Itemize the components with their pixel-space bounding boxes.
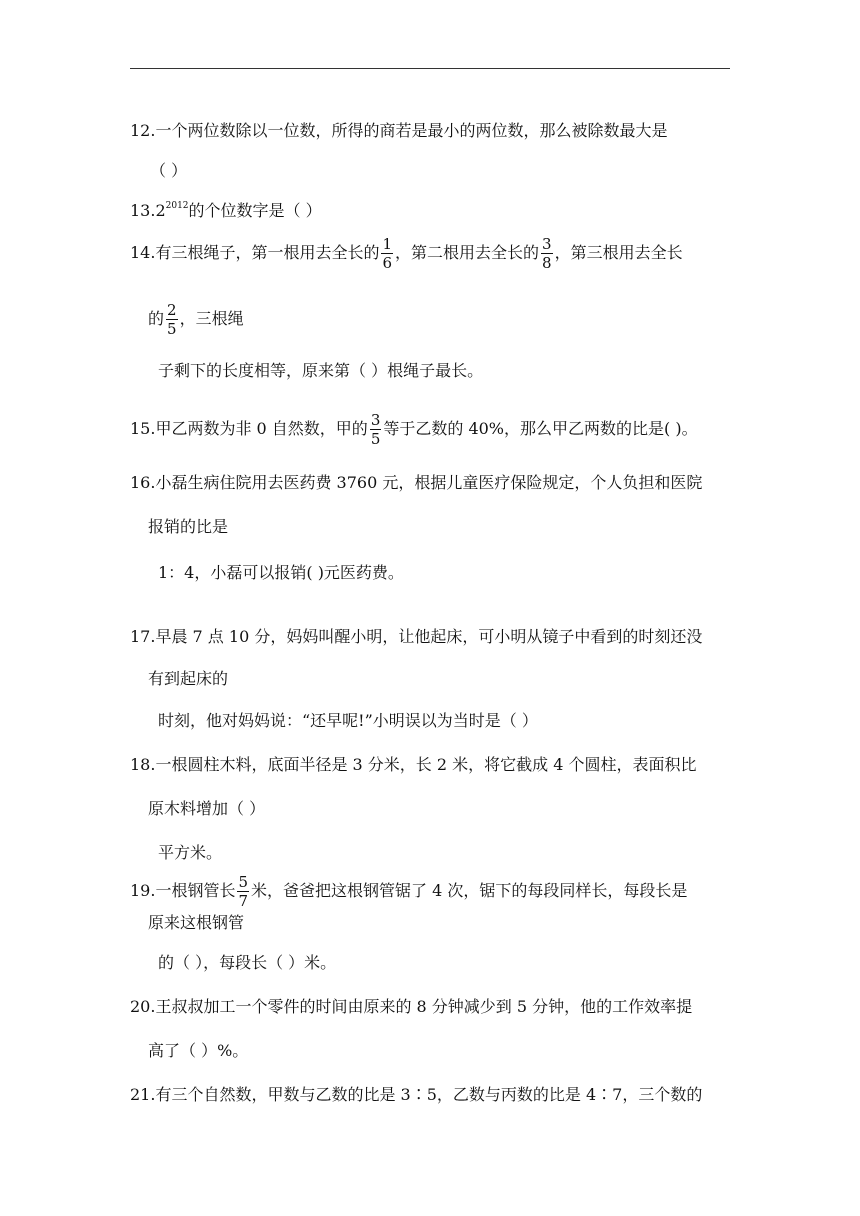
- q14-seg3: ，第三根用去全长: [554, 243, 683, 262]
- q13-base: 13.2: [130, 201, 166, 220]
- fraction-denominator: 5: [167, 320, 177, 338]
- q14-seg5: ，三根绳: [179, 309, 244, 328]
- q15-seg1: 15.甲乙两数为非 0 自然数，甲的: [130, 419, 368, 438]
- q14-line2: [148, 302, 244, 337]
- q18-line2: 原木料增加（ ）: [148, 799, 266, 818]
- fraction-denominator: 5: [370, 430, 381, 448]
- fraction-denominator: 6: [382, 254, 392, 272]
- q19-line1: [130, 874, 687, 909]
- q13-line: [130, 200, 322, 222]
- header-rule: [130, 68, 730, 69]
- q15-seg2: 等于乙数的 40%，那么甲乙两数的比是( )。: [383, 419, 698, 438]
- q16-line1: 16.小磊生病住院用去医药费 3760 元，根据儿童医疗保险规定，个人负担和医院: [130, 473, 703, 492]
- q13-exponent: 2012: [165, 201, 189, 211]
- fraction-1-6: [381, 236, 393, 271]
- fraction-numerator: 3: [542, 235, 552, 253]
- q19-line3: 的（ ），每段长（ ）米。: [158, 953, 337, 972]
- q19-seg1: 19.一根钢管长: [130, 881, 236, 900]
- q14-line3: 子剩下的长度相等，原来第（ ）根绳子最长。: [158, 361, 484, 380]
- q18-line1: 18.一根圆柱木料，底面半径是 3 分米，长 2 米，将它截成 4 个圆柱，表面积比: [130, 755, 697, 774]
- fraction-numerator: 3: [370, 411, 381, 429]
- q14-seg1: 14.有三根绳子，第一根用去全长的: [130, 243, 380, 262]
- q18-line3: 平方米。: [158, 843, 223, 862]
- fraction-numerator: 2: [167, 301, 177, 319]
- q14-seg4: 的: [148, 309, 165, 328]
- fraction-denominator: 8: [542, 254, 552, 272]
- fraction-2-5: [166, 302, 178, 337]
- q17-line2: 有到起床的: [148, 669, 229, 688]
- fraction-denominator: 7: [238, 892, 248, 910]
- fraction-5-7: [237, 874, 249, 909]
- fraction-3-5: [370, 412, 382, 447]
- q15-line: [130, 412, 698, 447]
- q20-line2: 高了（ ）%。: [148, 1041, 249, 1060]
- fraction-3-8: [541, 236, 553, 271]
- q19-seg2: 米，爸爸把这根钢管锯了 4 次，锯下的每段同样长，每段长是: [251, 881, 688, 900]
- q16-line2: 报销的比是: [148, 517, 229, 536]
- q21-line1: 21.有三个自然数，甲数与乙数的比是 3∶5，乙数与丙数的比是 4∶7，三个数的: [130, 1085, 703, 1104]
- fraction-numerator: 1: [382, 235, 392, 253]
- q12-line1: 12.一个两位数除以一位数，所得的商若是最小的两位数，那么被除数最大是: [130, 121, 668, 140]
- q14-seg2: ，第二根用去全长的: [395, 243, 540, 262]
- q17-line1: 17.早晨 7 点 10 分，妈妈叫醒小明，让他起床，可小明从镜子中看到的时刻还没: [130, 627, 703, 646]
- q20-line1: 20.王叔叔加工一个零件的时间由原来的 8 分钟减少到 5 分钟，他的工作效率提: [130, 997, 693, 1016]
- q19-line2: 原来这根钢管: [148, 913, 245, 932]
- q16-line3: 1：4，小磊可以报销( )元医药费。: [158, 563, 404, 582]
- q14-line1: [130, 236, 683, 271]
- q13-text: 的个位数字是（ ）: [188, 201, 322, 220]
- q17-line3: 时刻，他对妈妈说：“还早呢!”小明误以为当时是（ ）: [158, 711, 538, 730]
- fraction-numerator: 5: [238, 873, 248, 891]
- q12-blank: （ ）: [150, 161, 188, 180]
